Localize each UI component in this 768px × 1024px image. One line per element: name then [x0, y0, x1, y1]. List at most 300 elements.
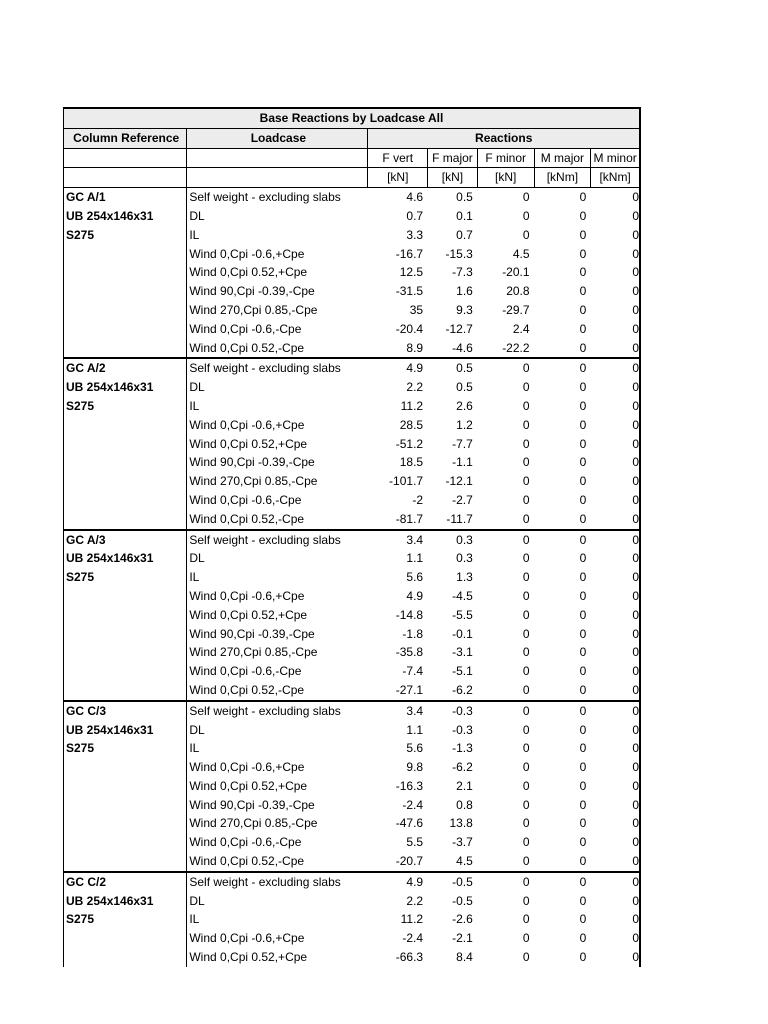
- m-minor-cell: 0: [632, 893, 639, 908]
- m-minor-cell: 0: [632, 361, 639, 376]
- table-row: [64, 796, 639, 815]
- unit-m-minor: [kNm]: [590, 168, 639, 187]
- f-major-cell: -0.3: [452, 722, 473, 737]
- table-row: [64, 852, 639, 871]
- loadcase-cell: Wind 0,Cpi 0.52,+Cpe: [186, 777, 367, 796]
- f-major-cell: -5.1: [452, 664, 473, 679]
- f-vert-cell: -35.8: [395, 645, 424, 660]
- f-major-cell: -12.1: [445, 474, 473, 489]
- f-vert-cell: 3.4: [406, 532, 424, 547]
- f-minor-cell: 0: [522, 722, 530, 737]
- loadcase-cell: Wind 90,Cpi -0.39,-Cpe: [186, 282, 367, 301]
- column-reference-cell: UB 254x146x31: [66, 722, 154, 737]
- f-major-cell: -1.1: [452, 455, 473, 470]
- f-vert-cell: 1.1: [406, 551, 424, 566]
- loadcase-cell: Wind 0,Cpi -0.6,+Cpe: [186, 245, 367, 264]
- m-major-cell: 0: [579, 912, 587, 927]
- column-reference-cell: GC C/2: [66, 874, 107, 889]
- table-row: [64, 397, 639, 416]
- loadcase-cell: Wind 0,Cpi 0.52,-Cpe: [186, 510, 367, 529]
- column-reference-cell: [64, 510, 186, 529]
- column-reference-cell: [64, 852, 186, 871]
- f-major-cell: 0.5: [456, 380, 473, 395]
- table-row: [64, 378, 639, 397]
- f-minor-cell: 0: [522, 664, 530, 679]
- table-row: [64, 320, 639, 339]
- f-minor-cell: 0: [522, 874, 530, 889]
- m-minor-cell: 0: [632, 284, 639, 299]
- column-reference-cell: [64, 435, 186, 454]
- table-row: [64, 282, 639, 301]
- m-minor-cell: 0: [632, 778, 639, 793]
- column-reference-cell: [64, 245, 186, 264]
- m-minor-cell: 0: [632, 703, 639, 718]
- m-major-cell: 0: [579, 474, 587, 489]
- f-minor-cell: 0: [522, 816, 530, 831]
- f-major-cell: 1.6: [456, 284, 473, 299]
- table-row: [64, 910, 639, 929]
- f-vert-cell: 5.6: [406, 741, 424, 756]
- column-reference-cell: S275: [66, 570, 95, 585]
- f-minor-cell: 0: [522, 208, 530, 223]
- m-minor-cell: 0: [632, 321, 639, 336]
- table-title-row: [64, 109, 639, 129]
- f-vert-cell: 2.2: [406, 893, 424, 908]
- f-minor-cell: 0: [522, 190, 530, 205]
- column-reference-cell: [64, 777, 186, 796]
- f-vert-cell: -47.6: [395, 816, 424, 831]
- column-reference-cell: [64, 606, 186, 625]
- column-reference-cell: [64, 929, 186, 948]
- m-minor-cell: 0: [632, 950, 639, 965]
- f-major-cell: -7.7: [452, 436, 473, 451]
- loadcase-cell: Self weight - excluding slabs: [186, 359, 367, 378]
- column-reference-cell: UB 254x146x31: [66, 551, 154, 566]
- table-row: [64, 357, 639, 378]
- loadcase-cell: Wind 90,Cpi -0.39,-Cpe: [186, 796, 367, 815]
- f-minor-cell: 0: [522, 227, 530, 242]
- table-row: [64, 568, 639, 587]
- loadcase-cell: Wind 0,Cpi -0.6,-Cpe: [186, 833, 367, 852]
- f-minor-cell: 0: [522, 398, 530, 413]
- f-vert-cell: 5.5: [406, 835, 424, 850]
- f-vert-cell: -2.4: [402, 931, 424, 946]
- column-reference-cell: S275: [66, 227, 95, 242]
- column-reference-cell: S275: [66, 741, 95, 756]
- m-minor-cell: 0: [632, 455, 639, 470]
- loadcase-cell: Wind 0,Cpi -0.6,-Cpe: [186, 320, 367, 339]
- table-row: [64, 643, 639, 662]
- f-major-cell: 1.2: [456, 417, 473, 432]
- f-major-cell: -0.5: [452, 893, 473, 908]
- unit-m-major: [kNm]: [534, 168, 591, 187]
- f-major-cell: -11.7: [446, 511, 473, 526]
- table-row: [64, 339, 639, 358]
- f-minor-cell: 0: [522, 912, 530, 927]
- header-loadcase: Loadcase: [186, 129, 367, 148]
- m-minor-cell: 0: [632, 588, 639, 603]
- f-vert-cell: 0.7: [406, 208, 424, 223]
- loadcase-cell: Wind 0,Cpi 0.52,-Cpe: [186, 852, 367, 871]
- m-minor-cell: 0: [632, 682, 639, 697]
- table-row: [64, 491, 639, 510]
- f-minor-cell: 0: [522, 626, 530, 641]
- f-major-cell: 0.8: [456, 797, 473, 812]
- column-reference-cell: [64, 814, 186, 833]
- f-vert-cell: 4.6: [406, 190, 424, 205]
- m-minor-cell: 0: [632, 208, 639, 223]
- column-reference-cell: [64, 416, 186, 435]
- loadcase-cell: Wind 0,Cpi -0.6,+Cpe: [186, 929, 367, 948]
- f-major-cell: 2.1: [456, 778, 473, 793]
- loadcase-cell: Wind 0,Cpi 0.52,+Cpe: [186, 263, 367, 282]
- table-row: [64, 472, 639, 491]
- f-vert-cell: 18.5: [399, 455, 424, 470]
- m-major-cell: 0: [579, 417, 587, 432]
- m-major-cell: 0: [579, 570, 587, 585]
- m-minor-cell: 0: [632, 626, 639, 641]
- f-minor-cell: 0: [522, 455, 530, 470]
- table-body: [64, 188, 639, 967]
- f-major-cell: 0.1: [456, 208, 473, 223]
- f-major-cell: -0.1: [452, 626, 473, 641]
- m-minor-cell: 0: [632, 816, 639, 831]
- table-title: Base Reactions by Loadcase All: [259, 111, 444, 125]
- loadcase-cell: Wind 0,Cpi -0.6,-Cpe: [186, 491, 367, 510]
- column-reference-cell: [64, 643, 186, 662]
- f-vert-cell: 1.1: [406, 722, 424, 737]
- f-minor-cell: 0: [522, 474, 530, 489]
- table-row: [64, 892, 639, 911]
- column-reference-cell: GC C/3: [66, 703, 107, 718]
- table-row: [64, 662, 639, 681]
- f-minor-cell: 0: [522, 511, 530, 526]
- f-major-cell: -5.5: [452, 607, 473, 622]
- loadcase-cell: Self weight - excluding slabs: [186, 188, 367, 207]
- m-major-cell: 0: [579, 321, 587, 336]
- f-vert-cell: 28.5: [399, 417, 424, 432]
- f-minor-cell: -20.1: [502, 265, 530, 280]
- header-m-minor: M minor: [590, 149, 639, 168]
- f-minor-cell: 0: [522, 682, 530, 697]
- header-reactions: Reactions: [367, 129, 639, 148]
- column-reference-cell: GC A/1: [66, 190, 106, 205]
- column-reference-cell: [64, 282, 186, 301]
- m-minor-cell: 0: [632, 302, 639, 317]
- m-major-cell: 0: [579, 380, 587, 395]
- m-major-cell: 0: [579, 190, 587, 205]
- m-minor-cell: 0: [632, 741, 639, 756]
- column-reference-cell: UB 254x146x31: [66, 208, 154, 223]
- m-minor-cell: 0: [632, 532, 639, 547]
- m-minor-cell: 0: [632, 874, 639, 889]
- m-major-cell: 0: [579, 893, 587, 908]
- loadcase-cell: Wind 90,Cpi -0.39,-Cpe: [186, 453, 367, 472]
- f-vert-cell: 12.5: [399, 265, 424, 280]
- m-major-cell: 0: [579, 760, 587, 775]
- loadcase-cell: Wind 0,Cpi -0.6,+Cpe: [186, 416, 367, 435]
- table-row: [64, 207, 639, 226]
- loadcase-cell: Wind 0,Cpi -0.6,+Cpe: [186, 758, 367, 777]
- m-minor-cell: 0: [632, 265, 639, 280]
- column-reference-cell: [64, 339, 186, 358]
- column-reference-cell: [64, 681, 186, 700]
- unit-f-vert: [kN]: [367, 168, 427, 187]
- loadcase-cell: Self weight - excluding slabs: [186, 873, 367, 892]
- f-vert-cell: -14.8: [395, 607, 424, 622]
- m-major-cell: 0: [579, 874, 587, 889]
- f-major-cell: 1.3: [456, 570, 473, 585]
- column-header-row: [64, 129, 639, 149]
- f-minor-cell: 0: [522, 950, 530, 965]
- f-minor-cell: 4.5: [512, 246, 530, 261]
- column-reference-cell: [64, 758, 186, 777]
- column-reference-cell: [64, 320, 186, 339]
- loadcase-cell: Self weight - excluding slabs: [186, 702, 367, 721]
- f-major-cell: -7.3: [452, 265, 473, 280]
- loadcase-cell: Wind 0,Cpi -0.6,-Cpe: [186, 662, 367, 681]
- f-minor-cell: -29.7: [502, 302, 530, 317]
- m-major-cell: 0: [579, 588, 587, 603]
- column-reference-cell: S275: [66, 398, 95, 413]
- column-reference-cell: GC A/2: [66, 361, 106, 376]
- loadcase-cell: Wind 270,Cpi 0.85,-Cpe: [186, 472, 367, 491]
- table-row: [64, 700, 639, 721]
- f-minor-cell: 0: [522, 361, 530, 376]
- m-major-cell: 0: [579, 227, 587, 242]
- f-minor-cell: 0: [522, 551, 530, 566]
- f-vert-cell: 4.9: [406, 874, 424, 889]
- table-row: [64, 263, 639, 282]
- m-major-cell: 0: [579, 797, 587, 812]
- f-vert-cell: 9.8: [406, 760, 424, 775]
- f-vert-cell: 4.9: [406, 588, 424, 603]
- f-vert-cell: -2.4: [402, 797, 424, 812]
- m-minor-cell: 0: [632, 912, 639, 927]
- loadcase-cell: DL: [186, 721, 367, 740]
- table-row: [64, 739, 639, 758]
- f-minor-cell: 2.4: [512, 321, 530, 336]
- m-major-cell: 0: [579, 246, 587, 261]
- f-major-cell: -0.5: [452, 874, 473, 889]
- m-minor-cell: 0: [632, 760, 639, 775]
- f-minor-cell: 0: [522, 797, 530, 812]
- m-major-cell: 0: [579, 551, 587, 566]
- f-vert-cell: 8.9: [406, 340, 424, 355]
- column-reference-cell: [64, 263, 186, 282]
- table-row: [64, 929, 639, 948]
- column-reference-cell: [64, 662, 186, 681]
- f-major-cell: -4.5: [452, 588, 473, 603]
- m-minor-cell: 0: [632, 607, 639, 622]
- table-row: [64, 606, 639, 625]
- table-row: [64, 510, 639, 529]
- f-major-cell: -4.6: [452, 340, 473, 355]
- f-major-cell: 2.6: [456, 398, 473, 413]
- m-major-cell: 0: [579, 455, 587, 470]
- column-reference-cell: [64, 587, 186, 606]
- loadcase-cell: IL: [186, 226, 367, 245]
- table-row: [64, 226, 639, 245]
- f-major-cell: -0.3: [452, 703, 473, 718]
- f-minor-cell: 0: [522, 570, 530, 585]
- table-row: [64, 245, 639, 264]
- m-minor-cell: 0: [632, 854, 639, 869]
- column-reference-cell: [64, 796, 186, 815]
- f-major-cell: 0.3: [456, 551, 473, 566]
- f-major-cell: -2.6: [452, 912, 473, 927]
- f-vert-cell: 35: [409, 302, 424, 317]
- table-row: [64, 777, 639, 796]
- f-vert-cell: -16.3: [395, 778, 424, 793]
- column-reference-cell: [64, 625, 186, 644]
- loadcase-cell: Self weight - excluding slabs: [186, 531, 367, 550]
- m-major-cell: 0: [579, 302, 587, 317]
- f-minor-cell: 0: [522, 532, 530, 547]
- m-minor-cell: 0: [632, 417, 639, 432]
- m-major-cell: 0: [579, 265, 587, 280]
- table-row: [64, 833, 639, 852]
- m-minor-cell: 0: [632, 722, 639, 737]
- unit-f-minor: [kN]: [477, 168, 534, 187]
- f-minor-cell: 0: [522, 741, 530, 756]
- f-major-cell: 8.4: [456, 950, 473, 965]
- loadcase-cell: DL: [186, 892, 367, 911]
- f-vert-cell: 3.3: [406, 227, 424, 242]
- m-minor-cell: 0: [632, 492, 639, 507]
- m-major-cell: 0: [579, 511, 587, 526]
- m-major-cell: 0: [579, 816, 587, 831]
- m-minor-cell: 0: [632, 664, 639, 679]
- m-minor-cell: 0: [632, 190, 639, 205]
- column-reference-cell: [64, 472, 186, 491]
- f-minor-cell: -22.2: [502, 340, 530, 355]
- m-minor-cell: 0: [632, 551, 639, 566]
- f-minor-cell: 0: [522, 645, 530, 660]
- m-major-cell: 0: [579, 950, 587, 965]
- f-vert-cell: 2.2: [406, 380, 424, 395]
- loadcase-cell: Wind 0,Cpi 0.52,+Cpe: [186, 606, 367, 625]
- column-reference-cell: GC A/3: [66, 532, 106, 547]
- m-minor-cell: 0: [632, 398, 639, 413]
- m-major-cell: 0: [579, 703, 587, 718]
- f-vert-cell: -7.4: [402, 664, 424, 679]
- loadcase-cell: DL: [186, 549, 367, 568]
- f-vert-cell: -31.5: [395, 284, 424, 299]
- m-major-cell: 0: [579, 532, 587, 547]
- loadcase-cell: Wind 0,Cpi -0.6,+Cpe: [186, 587, 367, 606]
- header-f-minor: F minor: [477, 149, 534, 168]
- f-minor-cell: 0: [522, 703, 530, 718]
- f-major-cell: -6.2: [452, 760, 473, 775]
- f-major-cell: 4.5: [456, 854, 473, 869]
- f-minor-cell: 0: [522, 835, 530, 850]
- m-major-cell: 0: [579, 361, 587, 376]
- m-major-cell: 0: [579, 398, 587, 413]
- m-major-cell: 0: [579, 854, 587, 869]
- column-reference-cell: [64, 948, 186, 967]
- table-row: [64, 301, 639, 320]
- f-major-cell: -6.2: [452, 682, 473, 697]
- table-row: [64, 948, 639, 967]
- f-major-cell: 9.3: [456, 302, 473, 317]
- m-minor-cell: 0: [632, 797, 639, 812]
- loadcase-cell: Wind 270,Cpi 0.85,-Cpe: [186, 301, 367, 320]
- column-reference-cell: [64, 833, 186, 852]
- table-row: [64, 871, 639, 892]
- m-major-cell: 0: [579, 722, 587, 737]
- subheader-row: [64, 149, 639, 169]
- m-major-cell: 0: [579, 778, 587, 793]
- column-reference-cell: [64, 453, 186, 472]
- f-minor-cell: 0: [522, 931, 530, 946]
- units-row: [64, 168, 639, 188]
- loadcase-cell: Wind 90,Cpi -0.39,-Cpe: [186, 625, 367, 644]
- f-vert-cell: 4.9: [406, 361, 424, 376]
- loadcase-cell: IL: [186, 397, 367, 416]
- f-minor-cell: 0: [522, 760, 530, 775]
- f-vert-cell: -51.2: [395, 436, 424, 451]
- table-row: [64, 453, 639, 472]
- header-f-vert: F vert: [367, 149, 427, 168]
- table-row: [64, 814, 639, 833]
- column-reference-cell: UB 254x146x31: [66, 893, 154, 908]
- m-major-cell: 0: [579, 645, 587, 660]
- table-row: [64, 625, 639, 644]
- m-minor-cell: 0: [632, 931, 639, 946]
- m-major-cell: 0: [579, 284, 587, 299]
- m-minor-cell: 0: [632, 570, 639, 585]
- base-reactions-table: [63, 107, 641, 967]
- header-column-reference: Column Reference: [73, 130, 180, 145]
- m-major-cell: 0: [579, 607, 587, 622]
- f-major-cell: -3.1: [452, 645, 473, 660]
- f-minor-cell: 20.8: [506, 284, 530, 299]
- header-f-major: F major: [427, 149, 477, 168]
- column-reference-cell: S275: [66, 912, 95, 927]
- f-major-cell: -3.7: [452, 835, 473, 850]
- m-major-cell: 0: [579, 835, 587, 850]
- f-major-cell: 0.5: [456, 361, 473, 376]
- table-row: [64, 758, 639, 777]
- f-vert-cell: -2: [412, 492, 424, 507]
- f-vert-cell: -101.7: [389, 474, 424, 489]
- f-minor-cell: 0: [522, 380, 530, 395]
- m-minor-cell: 0: [632, 511, 639, 526]
- f-minor-cell: 0: [522, 417, 530, 432]
- m-major-cell: 0: [579, 208, 587, 223]
- f-minor-cell: 0: [522, 893, 530, 908]
- m-major-cell: 0: [579, 340, 587, 355]
- m-major-cell: 0: [579, 626, 587, 641]
- f-major-cell: -1.3: [452, 741, 473, 756]
- m-major-cell: 0: [579, 664, 587, 679]
- f-vert-cell: -16.7: [395, 246, 424, 261]
- loadcase-cell: IL: [186, 910, 367, 929]
- f-minor-cell: 0: [522, 492, 530, 507]
- f-vert-cell: 11.2: [400, 912, 424, 927]
- m-major-cell: 0: [579, 682, 587, 697]
- f-major-cell: -15.3: [445, 246, 473, 261]
- f-vert-cell: 3.4: [406, 703, 424, 718]
- f-major-cell: 0.7: [456, 227, 473, 242]
- f-major-cell: 0.3: [456, 532, 473, 547]
- column-reference-cell: [64, 491, 186, 510]
- f-vert-cell: 11.2: [400, 398, 424, 413]
- f-major-cell: -2.1: [452, 931, 473, 946]
- f-minor-cell: 0: [522, 778, 530, 793]
- f-major-cell: 13.8: [449, 816, 473, 831]
